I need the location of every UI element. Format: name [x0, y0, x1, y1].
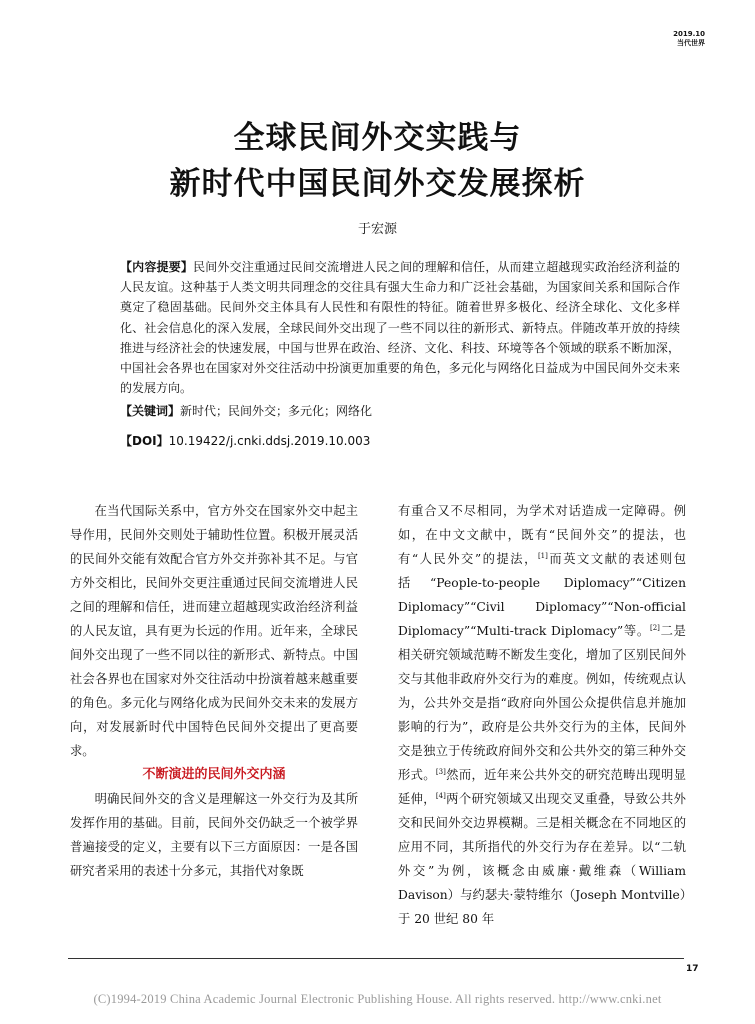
abstract-text: 民间外交注重通过民间交流增进人民之间的理解和信任，从而建立超越现实政治经济利益的人民友谊。这种基于人类文明共同理念的交往具有强大生命力和广泛社会基础，为国家间关系和国际合作奠定了稳固基础。民间外交主体具有人民性和有限性的特征。随着世界多极化、经济全球化、文化多样化、社会信息化的深入发展，全球民间外交出现了一些不同以往的新形式、新特点。伴随改革开放的持续推进与经济社会的快速发展，中国与世界在政治、经济、文化、科技、环境等各个领域的联系不断加深，中国社会各界也在国家对外交往活动中扮演更加重要的角色，多元化与网络化日益成为中国民间外交未来的发展方向。 [120, 260, 680, 396]
citation-ref-4: [4] [435, 791, 446, 800]
text-run: 然而，近年来公共外交的研究范畴出现明显延伸， [398, 768, 686, 806]
journal-name: 当代世界 [677, 39, 705, 47]
author-name: 于宏源 [357, 222, 397, 237]
abstract [120, 257, 680, 398]
body-column-right [398, 499, 686, 931]
section-title: 不断演进的民间外交内涵 [142, 767, 286, 782]
body-column-left [70, 499, 358, 883]
text-run: 有重合又不尽相同，为学术对话造成一定障碍。例如，在中文文献中，既有“民间外交”的提法，也有“人民外交”的提法， [398, 504, 686, 566]
paragraph-continued [398, 499, 686, 931]
citation-ref-1: [1] [537, 551, 548, 560]
abstract-label: 【内容提要】 [120, 260, 194, 274]
footer-divider [68, 958, 684, 959]
keywords-label: 【关键词】 [120, 404, 181, 418]
article-title-line-1: 全球民间外交实践与 [233, 120, 522, 156]
text-run: 两个研究领域又出现交叉重叠，导致公共外交和民间外交边界模糊。三是相关概念在不同地区的应用不同，其所指代的外交行为存在差异。以“二轨外交”为例，该概念由威廉·戴维森（William Davison）与约瑟夫·蒙特维尔（Joseph Montville）于 20 世纪 80 年 [398, 792, 686, 926]
doi-label: 【DOI】 [120, 434, 169, 448]
text-run: 而英文文献的表述则包括“People-to-people Diplomacy”“Citizen Diplomacy”“Civil Diplomacy”“Non-official Diplomacy”“Multi-track Diplomacy”等。 [398, 552, 686, 638]
running-header [673, 30, 705, 48]
paragraph-definition: 明确民间外交的含义是理解这一外交行为及其所发挥作用的基础。目前，民间外交仍缺乏一个被学界普遍接受的定义，主要有以下三方面原因：一是各国研究者采用的表述十分多元，其指代对象既 [70, 792, 358, 878]
article-title-line-2: 新时代中国民间外交发展探析 [169, 166, 586, 202]
citation-ref-3: [3] [435, 767, 446, 776]
keywords [120, 401, 680, 421]
issue-date: 2019.10 [673, 30, 705, 38]
keywords-text: 新时代；民间外交；多元化；网络化 [180, 404, 373, 418]
paragraph-intro: 在当代国际关系中，官方外交在国家外交中起主导作用，民间外交则处于辅助性位置。积极开展灵活的民间外交能有效配合官方外交并弥补其不足。与官方外交相比，民间外交更注重通过民间交流增进人民之间的理解和信任，进而建立超越现实政治经济利益的人民友谊，具有更为长远的作用。近年来，全球民间外交出现了一些不同以往的新形式、新特点。中国社会各界也在国家对外交往活动中扮演着越来越重要的角色。多元化与网络化成为民间外交未来的发展方向，对发展新时代中国特色民间外交提出了更高要求。 [70, 504, 358, 758]
doi-text: 10.19422/j.cnki.ddsj.2019.10.003 [168, 434, 371, 448]
citation-ref-2: [2] [649, 623, 660, 632]
copyright-footer: (C)1994-2019 China Academic Journal Electronic Publishing House. All rights reserved. http://www.cnki.net [93, 992, 662, 1006]
text-run: 二是相关研究领域范畴不断发生变化，增加了区别民间外交与其他非政府外交行为的难度。例如，传统观点认为，公共外交是指“政府向外国公众提供信息并施加影响的行为”，政府是公共外交行为的主体，民间外交是独立于传统政府间外交和公共外交的第三种外交形式。 [398, 624, 686, 782]
doi [120, 431, 680, 451]
page-number: 17 [686, 964, 699, 974]
